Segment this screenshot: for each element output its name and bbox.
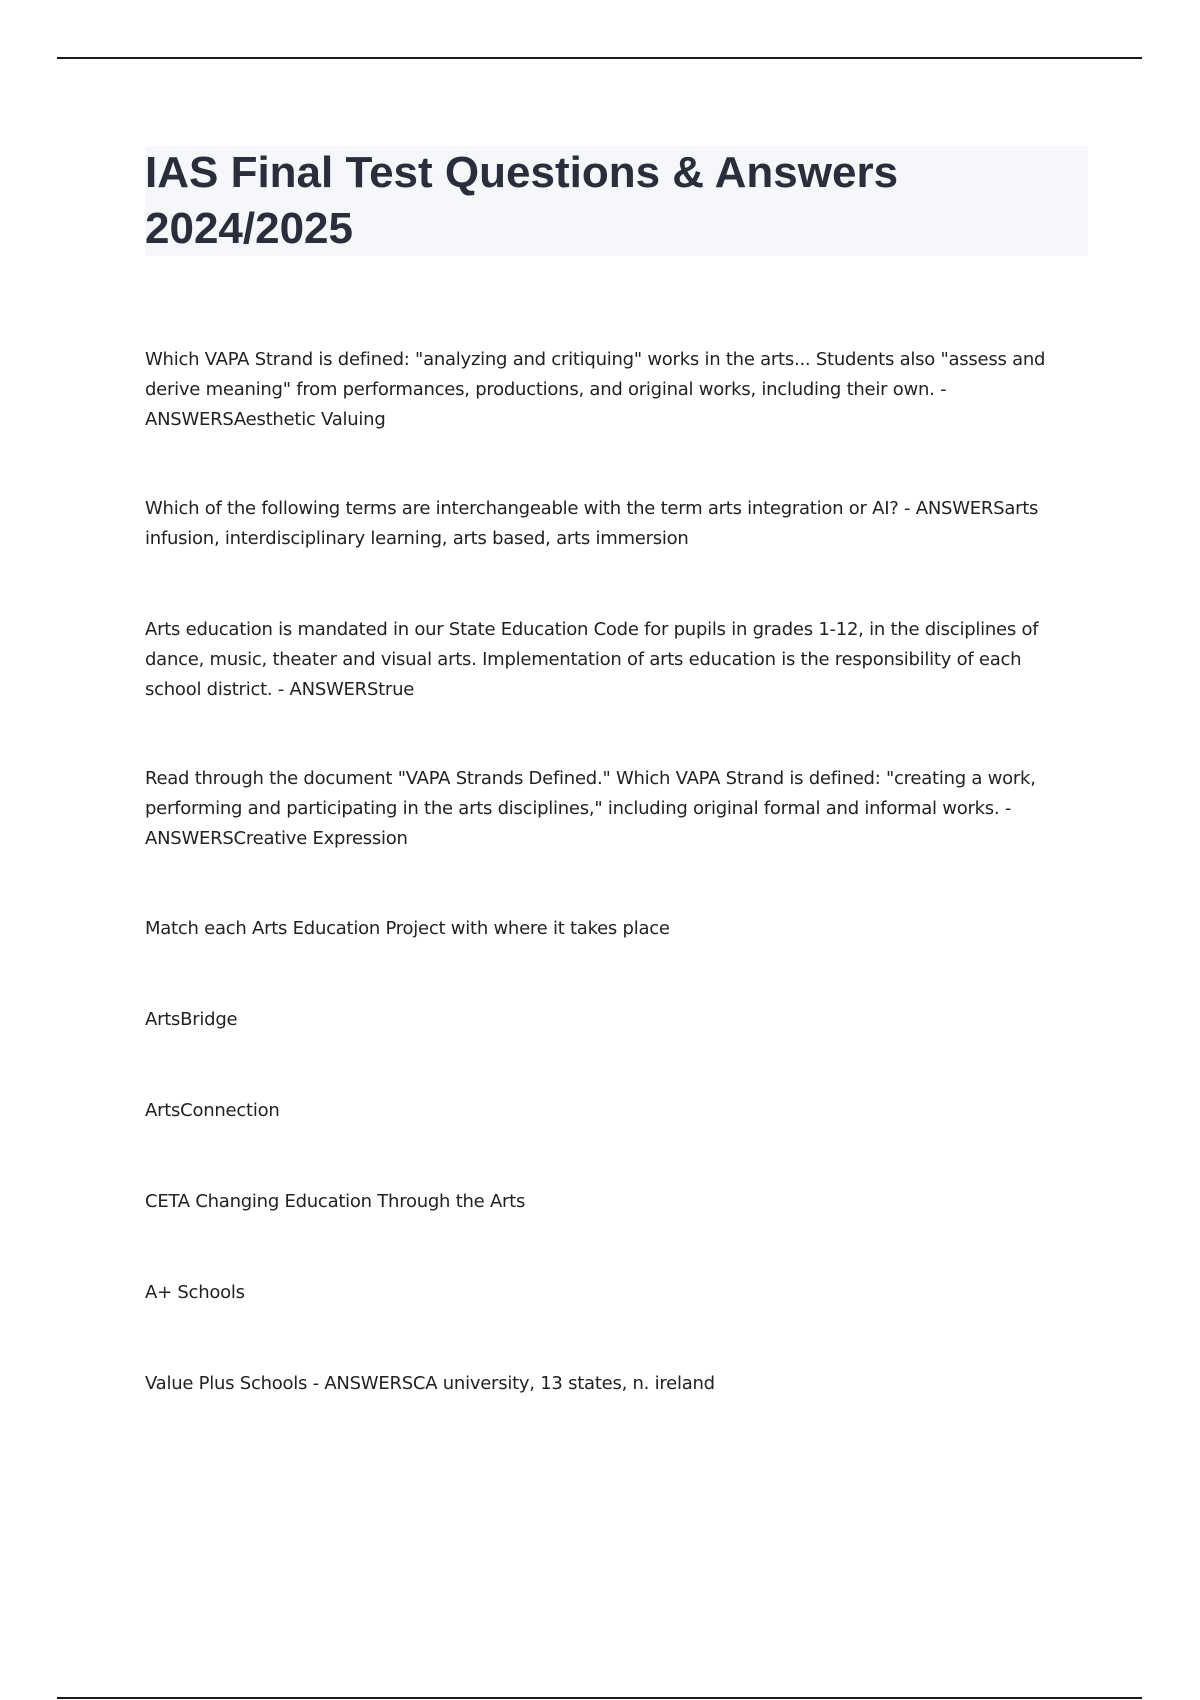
document-title: IAS Final Test Questions & Answers 2024/2025 bbox=[145, 148, 899, 253]
qa-entry-value-plus-schools: Value Plus Schools - ANSWERSCA university, 13 states, n. ireland bbox=[145, 1373, 715, 1394]
footer-rule bbox=[57, 1697, 1142, 1699]
qa-entry-a-plus-schools: A+ Schools bbox=[145, 1282, 245, 1303]
header-rule bbox=[57, 57, 1142, 59]
qa-entry-artsconnection: ArtsConnection bbox=[145, 1100, 280, 1121]
qa-entry-arts-integration-terms: Which of the following terms are interchangeable with the term arts integration or AI? - ANSWERSarts infusion, interdisciplinary learning, arts based, arts immersion bbox=[145, 498, 1039, 549]
qa-entry-artsbridge: ArtsBridge bbox=[145, 1009, 238, 1030]
qa-entry-arts-education-mandate: Arts education is mandated in our State Education Code for pupils in grades 1-12, in the disciplines of dance, music, theater and visual arts. Implementation of arts education is the responsibility of each school district. - ANSWERStrue bbox=[145, 619, 1039, 700]
qa-entry-creative-expression: Read through the document "VAPA Strands Defined." Which VAPA Strand is defined: "creating a work, performing and participating in the arts disciplines," including original formal and informal works. - ANSWERSCreative Expression bbox=[145, 768, 1036, 849]
title-block bbox=[145, 146, 1088, 256]
qa-entry-match-prompt: Match each Arts Education Project with where it takes place bbox=[145, 918, 670, 939]
qa-entry-ceta: CETA Changing Education Through the Arts bbox=[145, 1191, 526, 1212]
qa-entry-aesthetic-valuing: Which VAPA Strand is defined: "analyzing and critiquing" works in the arts... Students also "assess and derive meaning" from performances, productions, and original works, including their own. - ANSWERSAesthetic Valuing bbox=[145, 349, 1046, 430]
